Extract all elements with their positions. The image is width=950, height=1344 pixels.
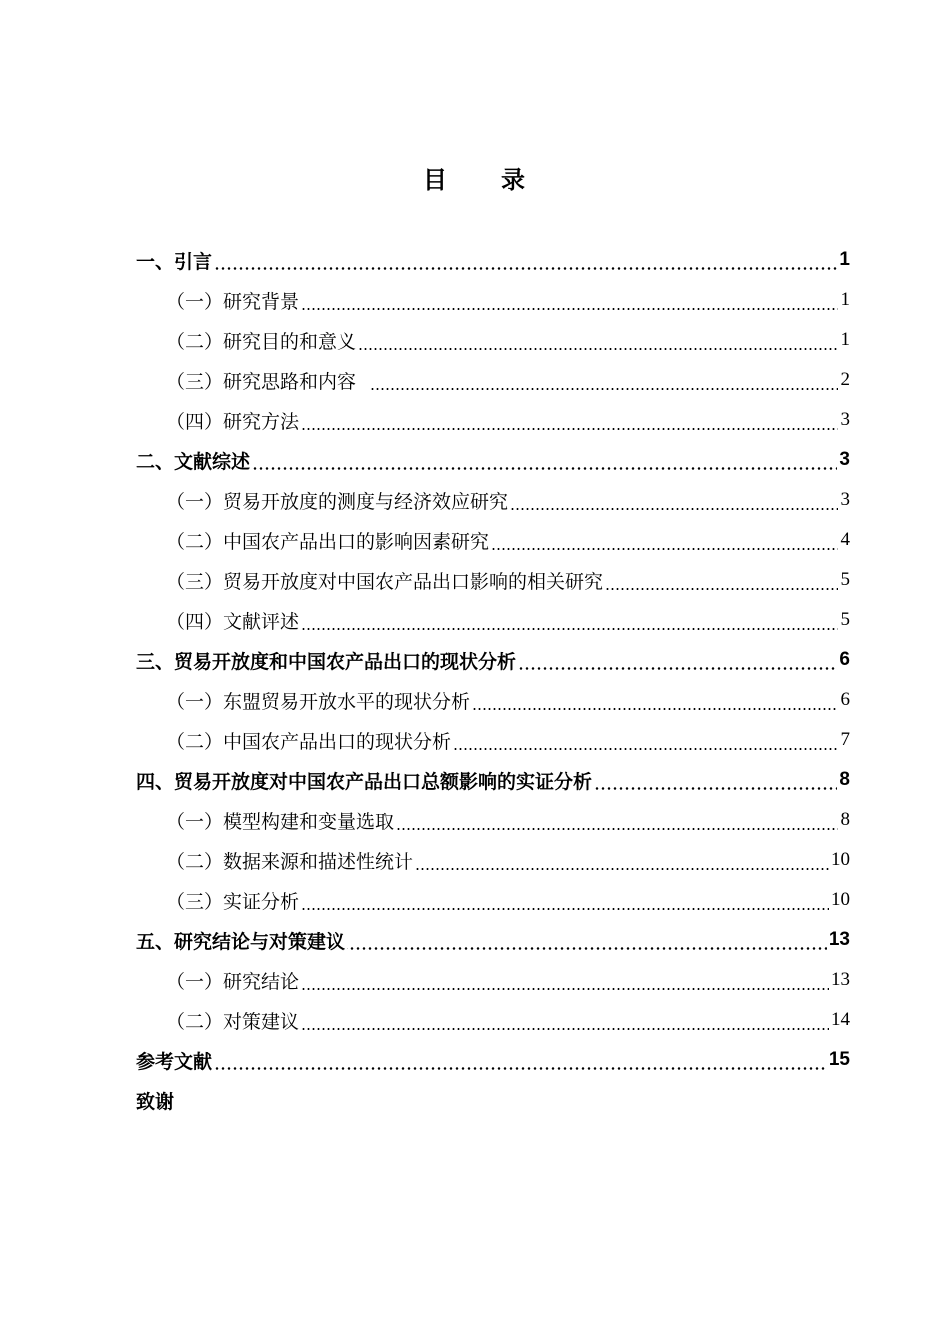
toc-entry-label: （一）研究背景 [166,290,300,313]
toc-entry-export-status[interactable] [136,720,850,760]
toc-entry-page: 10 [831,849,850,870]
toc-entry-label: （四）研究方法 [166,410,300,433]
toc-leader-dots [347,947,827,950]
toc-leader-dots [301,1028,829,1030]
toc-entry-page: 3 [840,489,850,510]
toc-leader-dots [214,267,837,270]
toc-leader-dots [252,467,837,470]
toc-entry-related-studies[interactable] [136,560,850,600]
toc-entry-page: 8 [840,809,850,830]
toc-title-part1: 目 [423,166,449,194]
toc-title-part2: 录 [501,166,527,194]
toc-entry-label: 二、文献综述 [136,450,251,473]
toc-entry-page: 3 [839,449,850,470]
toc-entry-conclusions[interactable] [136,920,850,960]
toc-leader-dots [301,908,829,910]
toc-entry-literature-review[interactable] [136,440,850,480]
toc-entry-label: （一）模型构建和变量选取 [166,810,395,833]
toc-entry-label: （四）文献评述 [166,610,300,633]
toc-leader-dots [491,548,838,550]
toc-leader-dots [518,667,837,670]
toc-entry-label: 四、贸易开放度对中国农产品出口总额影响的实证分析 [136,770,593,793]
toc-entry-label: （一）贸易开放度的测度与经济效应研究 [166,490,509,513]
toc-entry-page: 13 [831,969,850,990]
toc-entry-page: 7 [840,729,850,750]
toc-entry-introduction[interactable] [136,240,850,280]
toc-entry-page: 4 [840,529,850,550]
toc-leader-dots [301,428,838,430]
toc-leader-dots [453,748,838,750]
toc-entry-export-factors[interactable] [136,520,850,560]
toc-entry-status-analysis[interactable] [136,640,850,680]
toc-entry-label: 致谢 [136,1090,175,1113]
toc-leader-dots [396,828,838,830]
toc-entry-page: 5 [840,569,850,590]
toc-entry-asean-openness[interactable] [136,680,850,720]
toc-entry-page: 10 [831,889,850,910]
toc-entry-acknowledgements[interactable] [136,1080,850,1120]
toc-entry-openness-measurement[interactable] [136,480,850,520]
toc-entry-empirical-analysis[interactable] [136,760,850,800]
toc-entry-page: 15 [828,1049,850,1070]
toc-leader-dots [301,628,838,630]
toc-entry-page: 1 [839,249,850,270]
toc-entry-literature-comment[interactable] [136,600,850,640]
toc-entry-research-methods[interactable] [136,400,850,440]
toc-leader-dots [415,868,829,870]
toc-entry-research-approach[interactable] [136,360,850,400]
toc-entry-label: 五、研究结论与对策建议 [136,930,346,953]
toc-entry-label: 一、引言 [136,250,213,273]
toc-entry-research-purpose[interactable] [136,320,850,360]
toc-leader-dots [370,388,838,390]
toc-leader-dots [301,308,838,310]
toc-entry-label: （二）中国农产品出口的现状分析 [166,730,452,753]
toc-entry-page: 1 [840,329,850,350]
toc-entry-research-background[interactable] [136,280,850,320]
toc-leader-dots [214,1067,827,1070]
toc-entry-label: （二）中国农产品出口的影响因素研究 [166,530,490,553]
toc-entry-label: 三、贸易开放度和中国农产品出口的现状分析 [136,650,517,673]
toc-entry-references[interactable] [136,1040,850,1080]
toc-entry-label: 参考文献 [136,1050,213,1073]
toc-entry-label: （一）东盟贸易开放水平的现状分析 [166,690,471,713]
toc-entry-label: （二）研究目的和意义 [166,330,357,353]
toc-entry-page: 13 [828,929,850,950]
toc-entry-policy-suggestions[interactable] [136,1000,850,1040]
toc-entry-empirical-results[interactable] [136,880,850,920]
toc-title [0,160,950,195]
toc-entry-label: （一）研究结论 [166,970,300,993]
toc-entry-page: 2 [840,369,850,390]
toc-entry-data-sources[interactable] [136,840,850,880]
toc-entry-label: （三）研究思路和内容 [166,370,357,393]
toc-entry-page: 6 [840,689,850,710]
toc-leader-dots [594,787,837,790]
toc-entry-page: 8 [839,769,850,790]
toc-leader-dots [358,348,838,350]
toc-entry-label: （二）数据来源和描述性统计 [166,850,414,873]
toc-entry-label: （三）贸易开放度对中国农产品出口影响的相关研究 [166,570,604,593]
toc-leader-dots [472,708,838,710]
toc-entry-label: （二）对策建议 [166,1010,300,1033]
toc-leader-dots [510,508,838,510]
toc-entry-page: 3 [840,409,850,430]
toc-entry-model-construction[interactable] [136,800,850,840]
toc-entry-page: 14 [831,1009,850,1030]
toc-entry-research-conclusions[interactable] [136,960,850,1000]
toc-leader-dots [605,588,838,590]
toc-entry-page: 5 [840,609,850,630]
toc-entry-page: 1 [840,289,850,310]
toc-entry-label: （三）实证分析 [166,890,300,913]
toc-list [136,240,850,1120]
toc-entry-page: 6 [839,649,850,670]
toc-leader-dots [301,988,829,990]
